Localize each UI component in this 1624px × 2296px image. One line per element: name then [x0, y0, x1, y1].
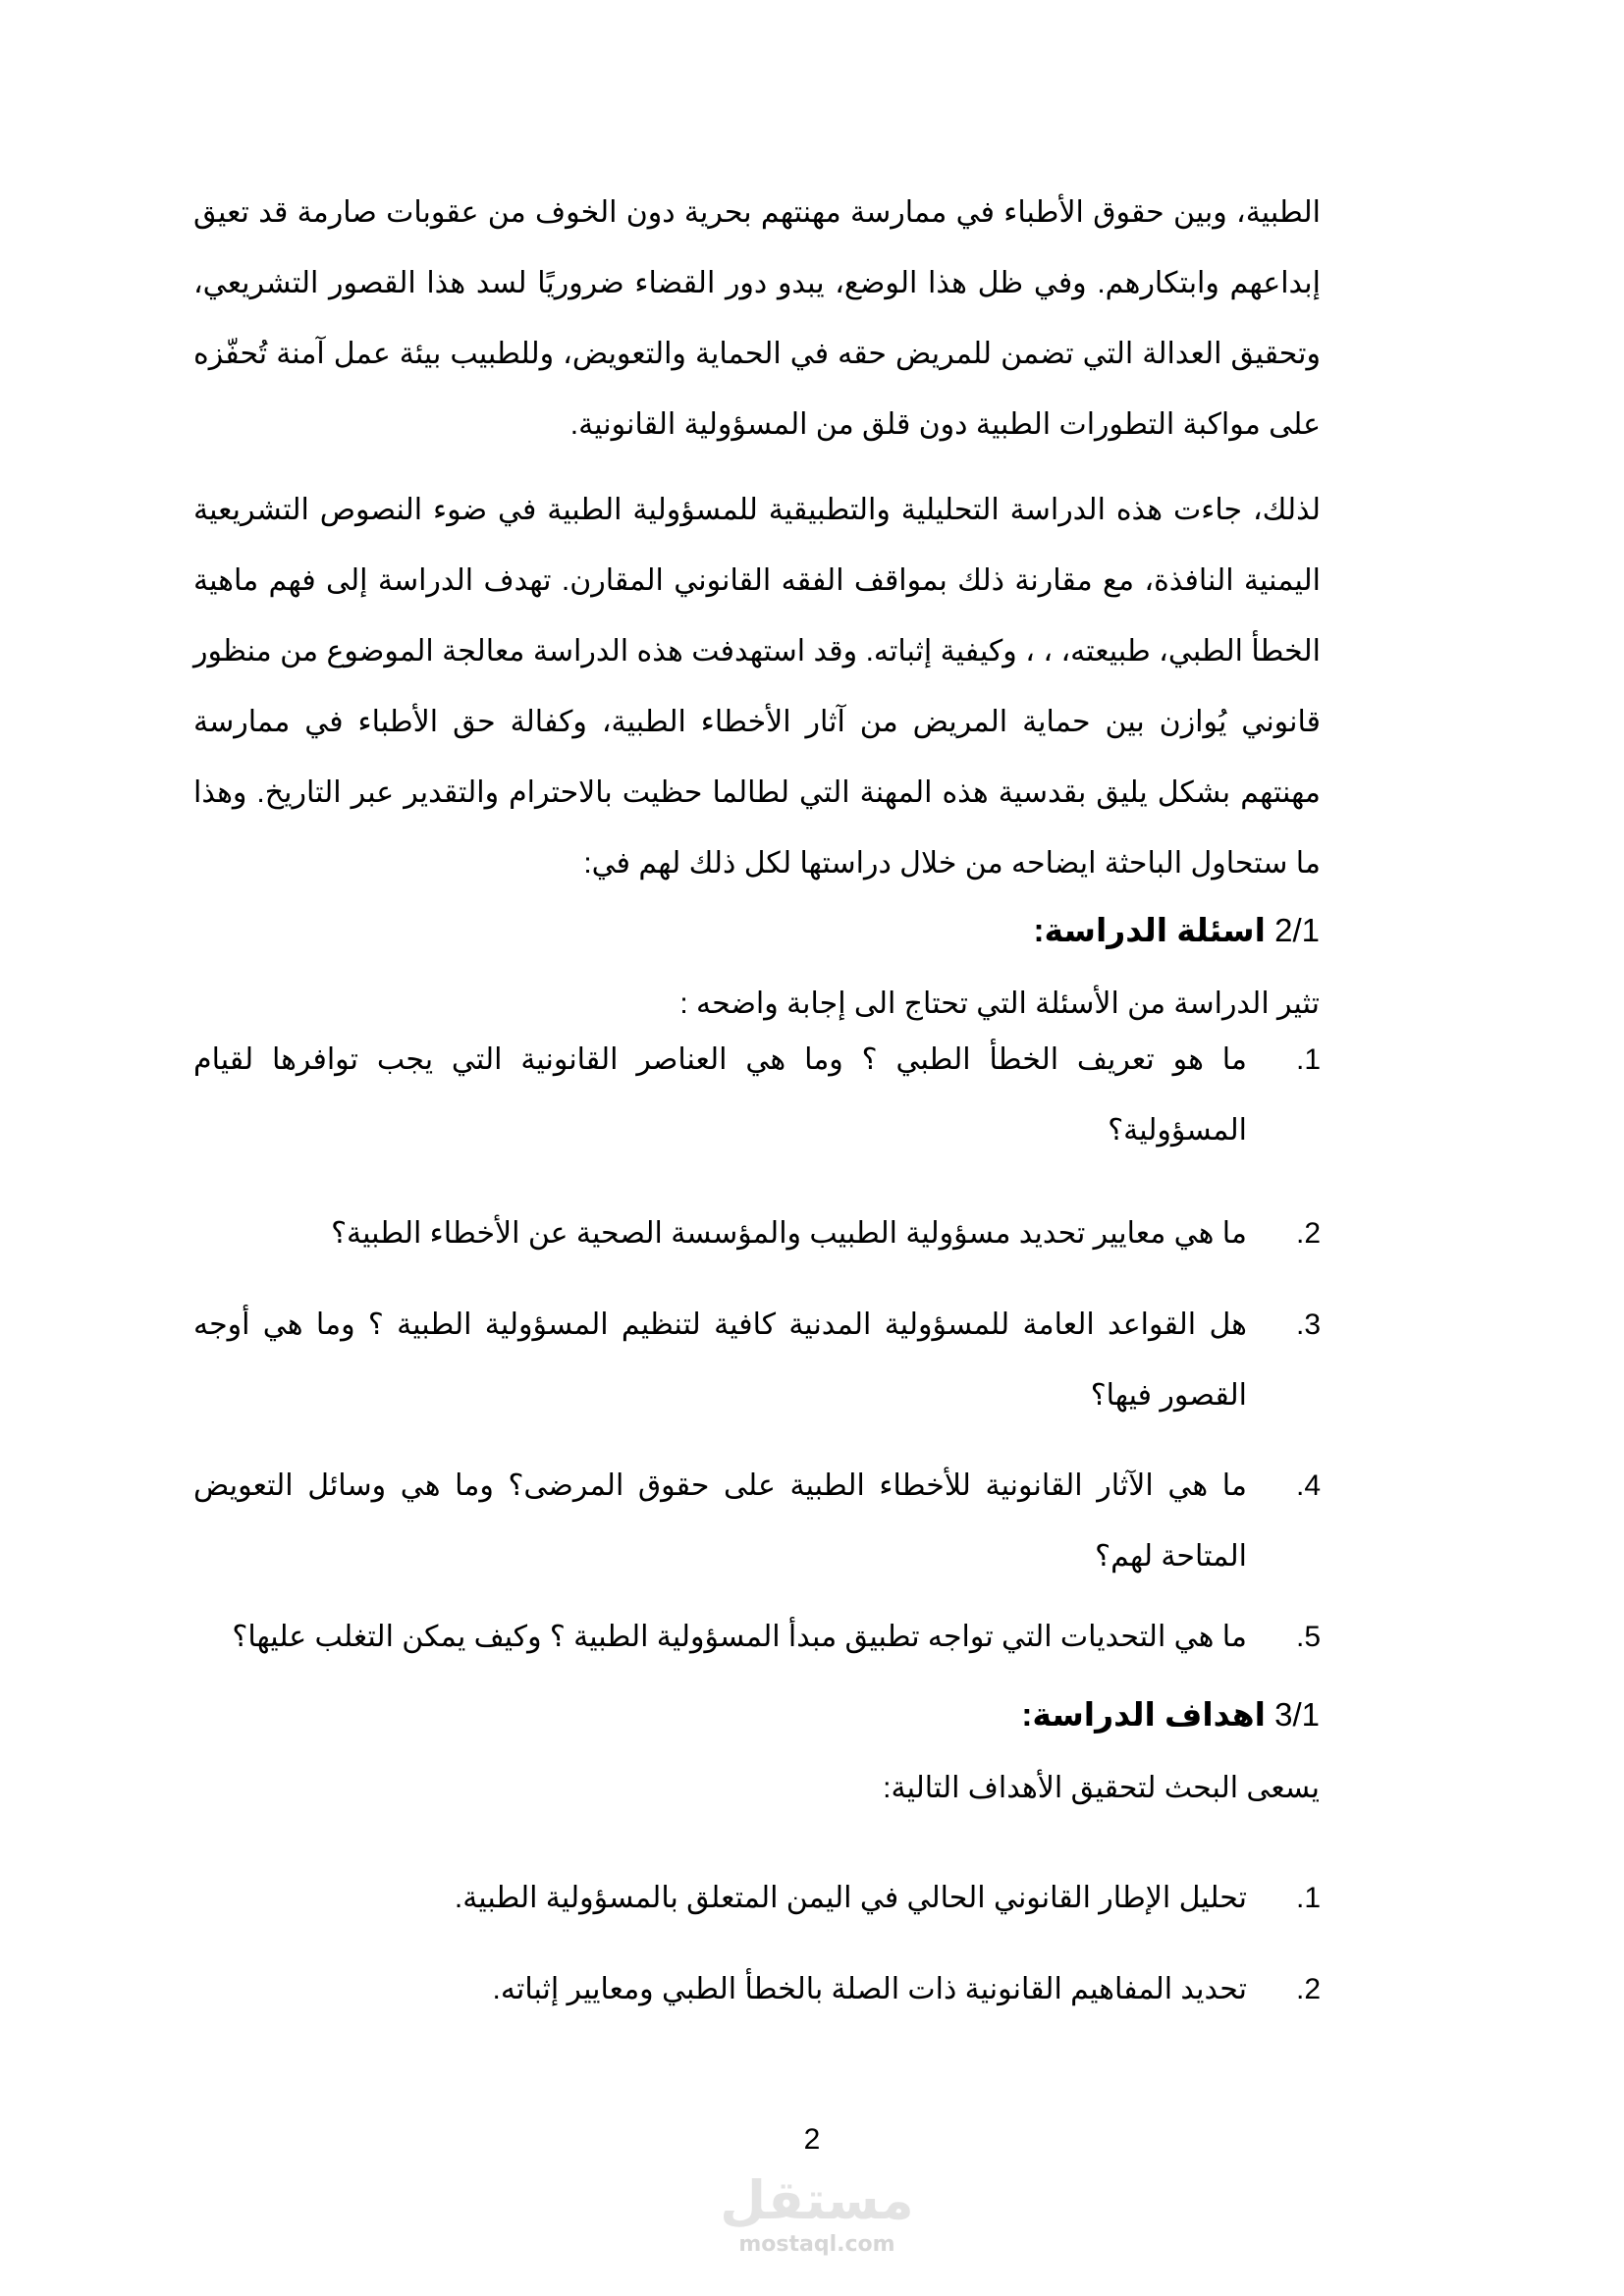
list-item [193, 1602, 1321, 1673]
paragraph-intro-continuation: الطبية، وبين حقوق الأطباء في ممارسة مهنتهم بحرية دون الخوف من عقوبات صارمة قد تعيق إبداعهم وابتكارهم. وفي ظل هذا الوضع، يبدو دور القضاء ضروريًا لسد هذا القصور التشريعي، وتحقيق العدالة التي تضمن للمريض حقه في الحماية والتعويض، وللطبيب بيئة عمل آمنة تُحفّزه على مواكبة التطورات الطبية دون قلق من المسؤولية القانونية. [193, 196, 1321, 441]
list-item-number: 2. [1295, 1217, 1321, 1250]
list-item [193, 1290, 1321, 1431]
list-item-text: ما هو تعريف الخطأ الطبي ؟ وما هي العناصر القانونية التي يجب توافرها لقيام المسؤولية؟ [193, 1043, 1247, 1147]
list-item-text: تحديد المفاهيم القانونية ذات الصلة بالخطأ الطبي ومعايير إثباته. [492, 1973, 1247, 2005]
page-number: 2 [803, 2123, 821, 2156]
list-item [193, 1199, 1321, 1269]
list-item-number: 4. [1295, 1469, 1321, 1502]
section-number: 3/1 [1274, 1696, 1320, 1733]
list-item-number: 3. [1295, 1308, 1321, 1341]
list-item-text: ما هي التحديات التي تواجه تطبيق مبدأ المسؤولية الطبية ؟ وكيف يمكن التغلب عليها؟ [232, 1621, 1247, 1653]
mostaql-watermark-logo [714, 2169, 920, 2268]
list-item-text: ما هي الآثار القانونية للأخطاء الطبية على حقوق المرضى؟ وما هي وسائل التعويض المتاحة لهم؟ [193, 1469, 1247, 1573]
section-heading-objectives [436, 1695, 1320, 1734]
list-item-text: تحليل الإطار القانوني الحالي في اليمن المتعلق بالمسؤولية الطبية. [454, 1882, 1247, 1914]
paragraph-study-purpose: لذلك، جاءت هذه الدراسة التحليلية والتطبيقية للمسؤولية الطبية في ضوء النصوص التشريعية اليمنية النافذة، مع مقارنة ذلك بمواقف الفقه القانوني المقارن. تهدف الدراسة إلى فهم ماهية الخطأ الطبي، طبيعته، ، ، وكيفية إثباته. وقد استهدفت هذه الدراسة معالجة الموضوع من منظور قانوني يُوازن بين حماية المريض من آثار الأخطاء الطبية، وكفالة حق الأطباء في ممارسة مهنتهم بشكل يليق بقدسية هذه المهنة التي لطالما حظيت بالاحترام والتقدير عبر التاريخ. وهذا ما ستحاول الباحثة ايضاحه من خلال دراستها لكل ذلك لهم في: [193, 494, 1321, 880]
list-item [193, 1954, 1321, 2025]
section-heading-questions [436, 911, 1320, 949]
list-item [193, 1025, 1321, 1166]
list-item-number: 1. [1295, 1882, 1321, 1914]
section-title: اهداف الدراسة: [1021, 1696, 1266, 1733]
watermark-arabic: مستقل [720, 2169, 914, 2231]
list-item-text: ما هي معايير تحديد مسؤولية الطبيب والمؤسسة الصحية عن الأخطاء الطبية؟ [331, 1217, 1247, 1250]
section-title: اسئلة الدراسة: [1033, 912, 1266, 948]
list-item [193, 1451, 1321, 1592]
section-number: 2/1 [1274, 912, 1320, 948]
list-item-number: 2. [1295, 1973, 1321, 2005]
list-item [193, 1863, 1321, 1934]
list-item-text: هل القواعد العامة للمسؤولية المدنية كافية لتنظيم المسؤولية الطبية ؟ وما هي أوجه القصور فيها؟ [193, 1308, 1247, 1412]
list-item-number: 5. [1295, 1621, 1321, 1653]
watermark-latin: mostaql.com [738, 2232, 895, 2257]
objectives-intro: يسعى البحث لتحقيق الأهداف التالية: [883, 1772, 1320, 1804]
questions-intro: تثير الدراسة من الأسئلة التي تحتاج الى إجابة واضحه : [679, 988, 1320, 1020]
list-item-number: 1. [1295, 1043, 1321, 1076]
